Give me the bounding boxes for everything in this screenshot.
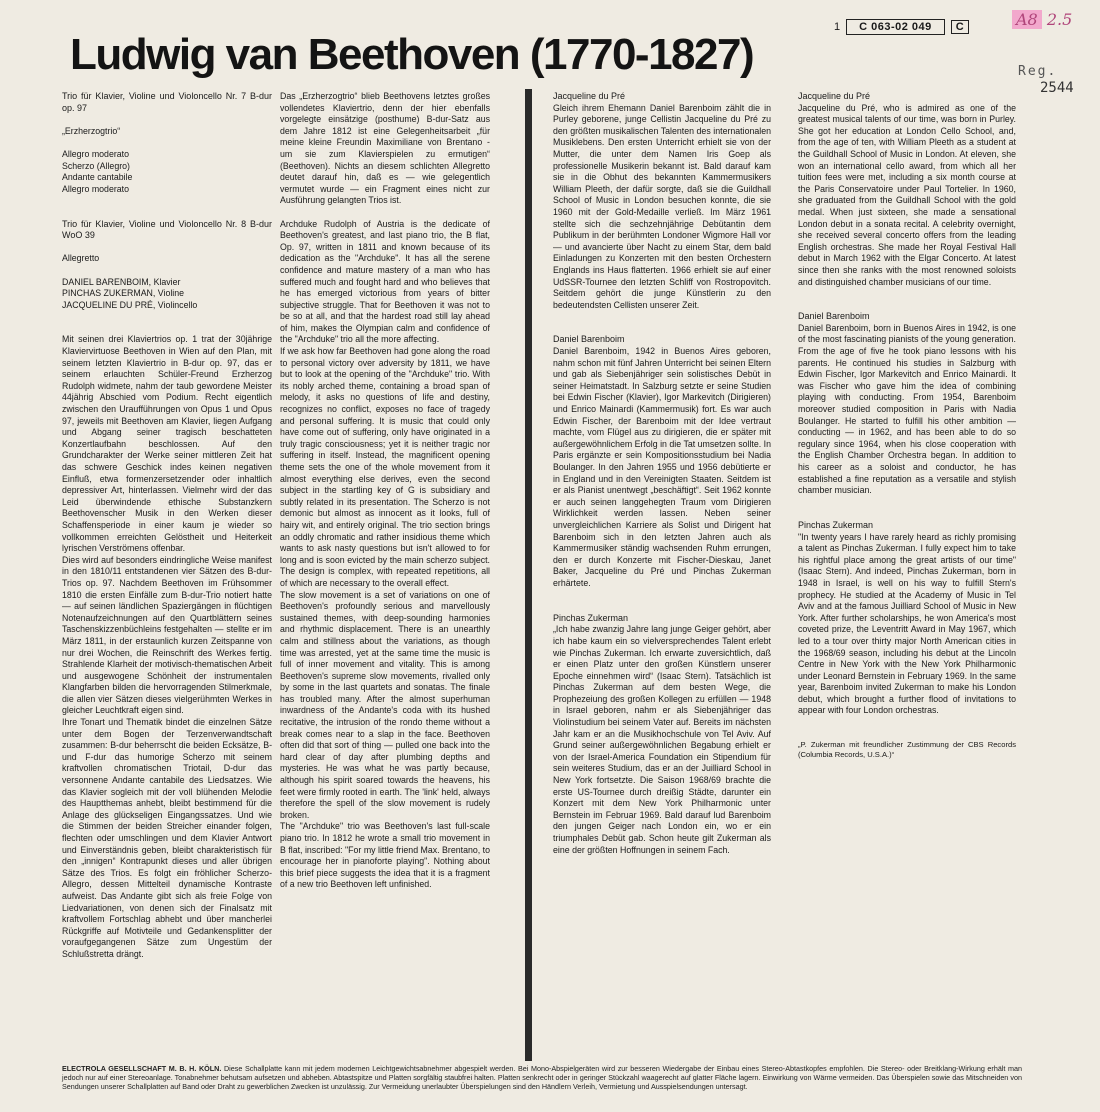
movement-5: Allegretto (62, 253, 100, 264)
stamp-label: Reg. (1018, 64, 1058, 79)
german-notes-cont: Das „Erzherzogtrio“ blieb Beethovens letztes großes vollendetes Klaviertrio, denn der hier ebenfalls vorgelegte einsätzige (posthume) B-dur-Satz aus dem Jahre 1812 ist eine Gelegenheitsarbeit „für meine kleine Freundin Maximiliane von Brentano - um sie zum Klavierspielen zu ermutigen“ (Beethoven). Nichts an diesem schlichten Allegretto deutet darauf hin, daß es — wie gelegentlich vermutet wurde — ein Fragment eines nicht zur Ausführung gelangten Trios ist. (280, 91, 490, 206)
work-2-heading: Trio für Klavier, Violine und Violoncello Nr. 8 B-dur WoO 39 (62, 218, 272, 241)
bio-du-pre-en: Jacqueline du Pré, who is admired as one of the greatest musical talents of our time, was born in Purley. She got her education at London Cello School, and, from the age of ten, with William Pleeth as a student at the Guildhall School of Music in London. At eleven, she won an international cello award, from which all her tuition fees were met, including a six month course at the Paris Conservatoire under Paul Tortelier. In 1960, she graduated from the Guildhall School with the gold medal. When just sixteen, she made a sensational London debut in a sonata recital. A celebrity overnight, she received several concerto offers from the leading English orchestras. She made her Royal Festival Hall debut in March 1962 with the Elgar Concerto. At latest since then she ranks with the most renowned soloists and distinguished chamber musicians of our time. (798, 102, 1016, 287)
work-1-nickname: „Erzherzogtrio“ (62, 125, 121, 136)
bio-du-pre-de: Gleich ihrem Ehemann Daniel Barenboim zählt die in Purley geborene, junge Cellistin Jacqueline du Pré zu den größten musikalischen Talenten des internationalen Musiklebens. Den ersten Unterricht erhielt sie von der Mutter, die unter dem Namen Iris Goep als professionelle Musikerin bekannt ist. Bald darauf kam sie in die Obhut des bekannten Kammermusikers William Pleeth, der dafür sorgte, daß sie die Guildhall School of Music in London besuchen konnte, die sie 1960 mit der Gold-Medaille verließ. Im März 1961 stellte sich die sechzehnjährige Debütantin dem Publikum in der berühmten Londoner Wigmore Hall vor — und avancierte über Nacht zu einem Star, dem bald Einladungen zu Konzerten mit den besten Orchestern Englands ins Haus flatterten. 1966 erhielt sie auf einer UdSSR-Tournee den letzten Schliff von Rostropovitch. Seitdem gehört die junge Künstlerin zu den bedeutendsten Cellisten unserer Zeit. (553, 102, 771, 310)
handwritten-note (1012, 10, 1072, 29)
credit-note: „P. Zukerman mit freundlicher Zustimmung der CBS Records (Columbia Records, U.S.A.)“ (798, 740, 1016, 760)
bio-barenboim-de: Daniel Barenboim, 1942 in Buenos Aires geboren, nahm schon mit fünf Jahren Unterricht bei seinen Eltern und gab als Siebenjähriger sein solistisches Debüt in seiner Heimatstadt. In Salzburg setzte er seine Studien bei Edwin Fischer (Klavier), Igor Markevitch (Dirigieren) und Enrico Mainardi (Kammermusik) fort. Es war auch Edwin Fischer, der Barenboim mit der Idee vertraut machte, vom Flügel aus zu dirigieren, die er später mit außergewöhnlichem Erfolg in die Tat umsetzen sollte. In Paris ergänzte er sein Kompositionsstudium bei Nadia Boulanger. In den Jahren 1955 und 1956 debütierte er in England und in den Vereinigten Staaten. Seitdem ist er als Pianist unentwegt „beschäftigt“. Seit 1962 konnte er auch seinen langgehegten Traum vom Dirigieren Wirklichkeit werden lassen. Neben seiner unvergleichlichen Karriere als Solist und Dirigent hat Barenboim sich in den letzten Jahren auch als Kammermusiker ständig wachsenden Ruhm errungen, den er durch Konzerte mit Fischer-Dieskau, Janet Baker, Jacqueline du Pré und Pinchas Zukerman erhärtete. (553, 346, 771, 588)
bio-heading-zukerman-de: Pinchas Zukerman (553, 612, 629, 623)
work-1-heading: Trio für Klavier, Violine und Violoncello Nr. 7 B-dur op. 97 (62, 91, 272, 113)
bio-heading-barenboim-en: Daniel Barenboim (798, 311, 870, 322)
column-3 (553, 91, 771, 856)
catalog-number (834, 19, 969, 35)
performer-3: JACQUELINE DU PRÉ, Violincello (62, 299, 198, 310)
catalog-code: C 063-02 049 (846, 19, 945, 35)
catalog-letter: C (951, 20, 969, 34)
bio-heading-du-pre-en: Jacqueline du Pré (798, 91, 871, 101)
column-2 (280, 91, 490, 891)
column-4 (798, 91, 1016, 760)
footer-label: ELECTROLA GESELLSCHAFT M. B. H. KÖLN. (62, 1064, 222, 1073)
bio-heading-zukerman-en: Pinchas Zukerman (798, 519, 874, 530)
german-notes: Mit seinen drei Klaviertrios op. 1 trat der 30jährige Klaviervirtuose Beethoven in Wien auf den Plan, mit seinem letzten Klaviertrio in B-dur op. 97, das er seinem erlauchten Schüler-Freund Erzherzog Rudolph widmete, nahm der taub gewordene Meister 44jährig Abschied vom Podium. Recht eigentlich zwischen den Uraufführungen von Opus 1 und Opus 97, jeweils mit Beethoven am Klavier, liegen Aufgang und Abgang seiner tragisch beschatteten Konzertlaufbahn beschlossen. Auf den Grundcharakter der Werke seiner mittleren Zeit hat das schwere Geschick indes keinen negativen Einfluß, etwa formenzersetzender oder inhaltlich depressiver Art, hinterlassen. Vielmehr wird der das Leid überwindende ethische Substanzkern Beethovenscher Musik in den Werken dieser Schaffensperiode in einer kaum je wieder so vollkommen erreichten Gelöstheit und Heiterkeit lyrischen Verströmens offenbar. Dies wird auf besonders eindringliche Weise manifest in den 1810/11 entstandenen vier Sätzen des B-dur-Trios op. 97. Nachdem Beethoven im Frühsommer 1810 die ersten Einfälle zum B-dur-Trio notiert hatte — auf seinen ländlichen Spaziergängen in flüchtigen Notenaufzeichnungen auf den Quartblättern seines Taschenskizzenbüchleins festgehalten — stellte er im März 1811, in der erstaunlich kurzen Zeitspanne von nur drei Wochen, die Reinschrift des Werkes fertig. Strahlende Klarheit der motivisch-thematischen Arbeit und ausgewogene Schönheit der instrumentalen Klangfarben bilden die hervorragenden Stilmerkmale, die allen vier Sätzen dieses vielgerühmten Werkes in gleicher Leuchtkraft eigen sind. Ihre Tonart und Thematik bindet die einzelnen Sätze unter dem Bogen der Terzenverwandtschaft zusammen: B-dur beherrscht die beiden Ecksätze, B- und F-dur das humorige Scherzo mit seinem kraftvollen chromatischen Triotail, D-dur das versonnene Andante cantabile des Liedsatzes. Wie das Klavier sogleich mit der voll blühenden Melodie des Hauptthemas anhebt, bleibt bestimmend für die Anlage des glückseligen Eingangssatzes. Und wie die Stimmen der beiden Streicher einander folgen, flechten oder umschlingen und dem Klavier Antwort und Einverständnis geben, bleibt charakteristisch für den „innigen“ Kontrapunkt dieses und aller übrigen Sätze des Trios. Es folgt ein fröhlicher Scherzo-Allegro, dessen Mittelteil dynamische Kontraste aufweist. Das Andante gibt sich als freie Folge von Liedvariationen, von denen sich der Finalsatz mit kraftvollem Fortschlag abhebt und über mancherlei Rückgriffe auf Motivteile und Gedankensplitter der voraufgegangenen Sätze zum Ungestüm der Schlußstretta drängt. (62, 334, 272, 959)
movement-4: Allegro moderato (62, 183, 129, 194)
performer-1: DANIEL BARENBOIM, Klavier (62, 276, 181, 287)
handwritten-left: A8 (1012, 10, 1042, 29)
bio-barenboim-en: Daniel Barenboim, born in Buenos Aires in 1942, is one of the most fascinating pianists of the young generation. From the age of five he took piano lessons with his parents. He continued his studies in Salzburg with Edwin Fischer, Igor Markevitch and Enrico Mainardi. It was Fischer who gave him the idea of combining playing with conducting. From 1954, Barenboim moreover studied composition in Paris with Nadia Boulanger. He started to fulfill his other ambition — conducting — in 1962, and has been able to do so regulary since 1964, when his close cooperation with the English Chamber Orchestra began. In addition to his career as a soloist and conductor, he has established a fine reputation as a versatile and stylish chamber musician. (798, 322, 1016, 496)
performer-2: PINCHAS ZUKERMAN, Violine (62, 288, 185, 299)
english-notes: Archduke Rudolph of Austria is the dedicate of Beethoven's greatest, and last piano trio, the B flat, Op. 97, written in 1811 and known because of its dedication as the "Archduke". It has all the serene confidence and mature mastery of a man who has suffered much and fought hard and who believes that he has emerged victorious from years of bitter subjective struggle. That for Beethoven it was not to be so at all, and that the hardest road still lay ahead of him, makes the Olympian calm and confidence of the "Archduke" trio all the more affecting. If we ask how far Beethoven had gone along the road to personal victory over adversity by 1811, we have but to look at the opening of the "Archduke" trio. With its nobly arched theme, containing a broad span of melody, it asks no questions of life and destiny, recognizes no conflict, exposes no face of tragedy and personal suffering. It is music that could only have come out of suffering, only have originated in a truly tragic consciousness; yet it is neither tragic nor suffering in itself. Instead, the magnificent opening theme sets the one of the whole movement from it almost everything else derives, even the second subject in the startling key of G is subsidiary and subtly related in its presentation. The Scherzo is not demonic but almost as innocent as it looks, full of hairy wit, and entirely original. The trio section brings an oddly chromatic and rather insidious theme which wants to ask nasty questions but isn't allowed to for long and is soon evicted by the main scherzo subject. The design is complex, with repeated repetitions, all of which are necessary to the overall effect. The slow movement is a set of variations on one of Beethoven's profoundly serious and marvellously sustained themes, with deep-sounding harmonies and rhythmic displacement. There is an unearthly calm and stillness about the variations, as though time was arrested, yet at the same time the music is full of inner movement and vitality. This is among Beethoven's supreme slow movements, rivalled only by some in the last quartets and sonatas. The finale has troubled many. After the almost superhuman inwardness of the Andante's coda with its hushed recitative, the intrusion of the rondo theme without a break comes near to a slap in the face. Beethoven often did that sort of thing — pulled one back into the hard clear of day after plumbing depths and mysteries. He was what he was partly because, although his spirit soared towards the heavens, his feet were firmly rooted in earth. The 'link' held, always therefore the spell of the slow movement is rudely broken. The "Archduke" trio was Beethoven's last full-scale piano trio. In 1812 he wrote a small trio movement in B flat, inscribed: "For my little friend Max. Brentano, to encourage her in pianoforte playing". Nothing about this brief piece suggests the idea that it is a fragment of a new trio Beethoven left unfinished. (280, 218, 490, 890)
handwritten-right: 2.5 (1046, 10, 1073, 29)
bio-zukerman-en: "In twenty years I have rarely heard as richly promising a talent as Pinchas Zukerman. I fully expect him to take his rightful place among the great artists of our time" (Isaac Stern). And indeed, Pinchas Zukerman, born in 1948 in Israel, is well on his way to fulfill Stern's prophecy. He studied at the Academy of Music in Tel Aviv and at the famous Juilliard School of Music in New York. After further scholarships, he won America's most coveted prize, the Leventritt Award in May 1967, which led to a tour over thirty major North American cities in the 1968/69 season, including his debut at the Lincoln Centre in New York with the New York Philharmonic under Leonard Bernstein in February 1969. In the same year, Barenboim invited Zukerman to make his London debut, which brought a further flood of invitations to appear with four London orchestras. (798, 531, 1016, 716)
column-1 (62, 91, 272, 961)
stamp-number: 2544 (1040, 80, 1074, 96)
page-title: Ludwig van Beethoven (1770-1827) (70, 30, 754, 79)
bio-heading-du-pre-de: Jacqueline du Pré (553, 91, 626, 101)
movement-2: Scherzo (Allegro) (62, 160, 130, 171)
bio-heading-barenboim-de: Daniel Barenboim (553, 334, 625, 345)
bio-zukerman-de: „Ich habe zwanzig Jahre lang junge Geiger gehört, aber ich habe kaum ein so vielversprechendes Talent erlebt wie Pinchas Zukerman. Ich erwarte zuversichtlich, daß er einen Platz unter den großen Künstlern unserer Epoche einnehmen wird“ (Isaac Stern). Tatsächlich ist Pinchas Zukerman auf dem besten Wege, die Prophezeiung des großen Kollegen zu erfüllen — 1948 in Israel geboren, nahm er als Siebenjähriger das Violinstudium bei seinem Vater auf. Bereits im nächsten Jahr kam er an die Musikhochschule von Tel Aviv. Auf Grund seiner außergewöhnlichen Begabung erhielt er von der Israel-America Foundation ein Stipendium für sein weiteres Studium, das er an der Juilliard School in New York fortsetzte. Die Saison 1968/69 brachte die erste US-Tournee durch dreißig Städte, darunter ein Konzert mit dem New York Philharmonic unter Bernstein im Februar 1969. Bald darauf lud Barenboim den jungen Geiger nach London ein, wo er ein triumphales Debüt gab. Schon heute gilt Zukerman als eine der größten Hoffnungen in seinem Fach. (553, 624, 771, 855)
footer-text: Diese Schallplatte kann mit jedem modernen Leichtgewichtsabnehmer abgespielt werden. Bei Mono-Abspielgeräten wird zur besseren Wiedergabe der Einbau eines Stereo-Abtastkopfes empfohlen. Die Stereo- oder Breitklang-Wirkung erhält man jedoch nur auf einer Stereoanlage. Tonabnehmer behutsam aufsetzen und abheben. Abtastspitze und Platten sorgfältig staubfrei halten. Platten senkrecht oder in geringer Stückzahl waagerecht auf glatter Fläche lagern. Einwirkung von Wärme vermeiden. Das Überspielen sowie das Mitschneiden von Sendungen unserer Schallplatten auf Band oder Draht zu gewerblichen Zwecken ist unzulässig. Zur Vermeidung unerlaubter Überspielungen sind den Händlern Verleih, Vermietung und Ausspielsendungen untersagt. (62, 1064, 1023, 1091)
movement-3: Andante cantabile (62, 172, 133, 183)
column-divider (525, 89, 532, 1061)
catalog-prefix: 1 (834, 21, 841, 33)
footer-notice (62, 1064, 1022, 1091)
movement-1: Allegro moderato (62, 148, 129, 159)
